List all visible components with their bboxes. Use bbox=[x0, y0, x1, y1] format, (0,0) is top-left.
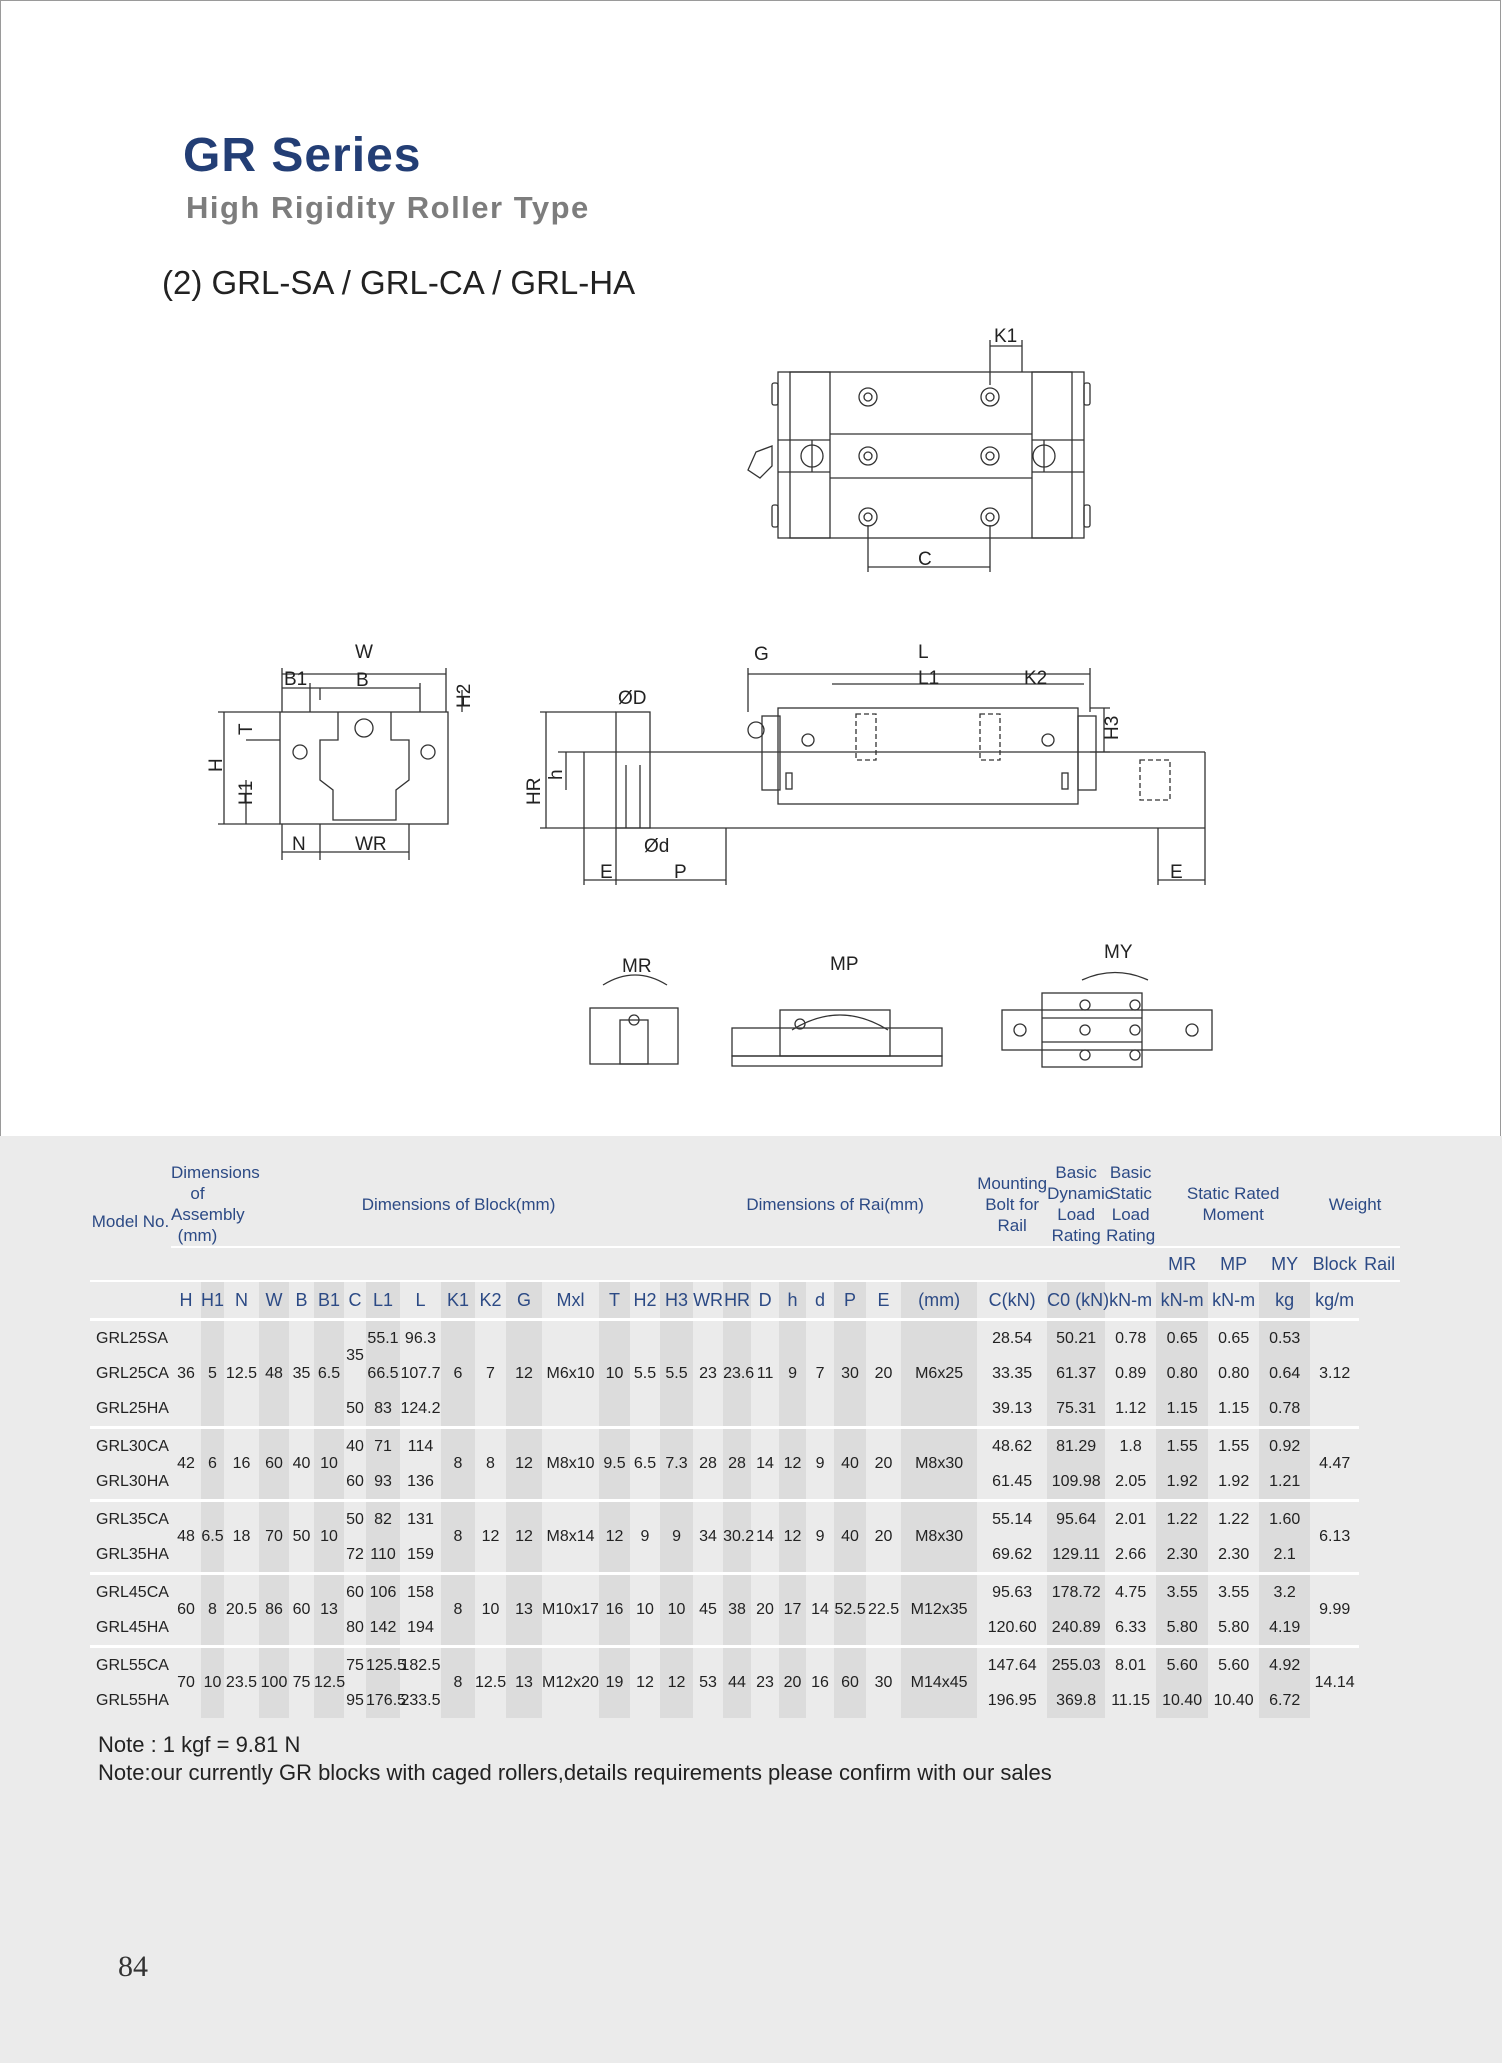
header-rail-weight: Rail bbox=[1359, 1247, 1400, 1281]
header-bolt: Mounting Bolt for Rail bbox=[977, 1162, 1047, 1247]
col-d-small: d bbox=[806, 1281, 834, 1320]
label-h1: H1 bbox=[236, 780, 257, 805]
col-e: E bbox=[866, 1281, 901, 1320]
label-b: B bbox=[356, 670, 369, 691]
label-k1: K1 bbox=[994, 326, 1018, 347]
note-conversion: Note : 1 kgf = 9.81 N bbox=[98, 1732, 301, 1757]
header-my: MY bbox=[1259, 1247, 1310, 1281]
spec-table-body bbox=[90, 1320, 1400, 1428]
table-row: GRL25SA 36 5 12.5 48 35 6.5 35 55.1 96.3 6 7 12 M6x10 10 5.5 5.5 23 23.6 11 9 7 30 20 M6x25 28.54 50.21 0.78 0.65 0.65 0.53 3.12 bbox=[90, 1320, 1400, 1357]
header-block-weight: Block bbox=[1310, 1247, 1359, 1281]
col-c: C bbox=[344, 1281, 366, 1320]
col-mm: (mm) bbox=[901, 1281, 977, 1320]
col-c-kn: C(kN) bbox=[977, 1281, 1047, 1320]
label-mr: MR bbox=[622, 956, 652, 977]
col-wr: WR bbox=[693, 1281, 723, 1320]
label-h3: H3 bbox=[1102, 715, 1123, 740]
section-heading: (2) GRL-SA / GRL-CA / GRL-HA bbox=[162, 264, 636, 301]
col-h1: H1 bbox=[201, 1281, 224, 1320]
col-hr: HR bbox=[723, 1281, 751, 1320]
label-t: T bbox=[236, 723, 257, 735]
table-row: GRL25HA 50 83 124.2 39.13 75.31 1.12 1.15 1.15 0.78 bbox=[90, 1391, 1400, 1428]
series-subtitle: High Rigidity Roller Type bbox=[186, 190, 590, 225]
table-row: GRL45HA 80 142 194 120.60 240.89 6.33 5.80 5.80 4.19 bbox=[90, 1610, 1400, 1647]
header-mp: MP bbox=[1208, 1247, 1259, 1281]
col-b: B bbox=[289, 1281, 314, 1320]
label-k2: K2 bbox=[1024, 668, 1048, 689]
label-my: MY bbox=[1104, 942, 1133, 963]
label-w: W bbox=[355, 642, 373, 663]
header-assembly: Dimensions of Assembly (mm) bbox=[171, 1163, 260, 1245]
label-e: E bbox=[600, 862, 613, 883]
col-h2: H2 bbox=[630, 1281, 660, 1320]
label-mp: MP bbox=[830, 954, 859, 975]
label-wr: WR bbox=[355, 834, 387, 855]
header-static: Basic Static Load Rating bbox=[1106, 1163, 1156, 1245]
table-row: GRL30HA 60 93 136 61.45 109.98 2.05 1.92 1.92 1.21 bbox=[90, 1464, 1400, 1501]
header-block: Dimensions of Block(mm) bbox=[224, 1162, 693, 1247]
spec-table-groups bbox=[90, 1428, 1400, 1719]
table-row: GRL35HA 72 110 159 69.62 129.11 2.66 2.30 2.30 2.1 bbox=[90, 1537, 1400, 1574]
top-view-drawing bbox=[748, 340, 1090, 572]
col-kg: kg bbox=[1259, 1281, 1310, 1320]
header-mr: MR bbox=[1156, 1247, 1208, 1281]
col-mr-unit: kN-m bbox=[1105, 1281, 1156, 1320]
label-hr: HR bbox=[524, 777, 545, 805]
label-b1: B1 bbox=[284, 669, 308, 690]
col-l1: L1 bbox=[366, 1281, 400, 1320]
header-dynamic: Basic Dynamic Load Rating bbox=[1047, 1163, 1114, 1245]
col-kgm: kg/m bbox=[1310, 1281, 1359, 1320]
table-row: GRL25CA 66.5 107.7 33.35 61.37 0.89 0.80 0.80 0.64 bbox=[90, 1356, 1400, 1391]
label-c: C bbox=[918, 549, 932, 570]
moment-diagrams bbox=[590, 973, 1212, 1068]
table-row: GRL35CA 48 6.5 18 70 50 10 50 82 131 8 12 12 M8x14 12 9 9 34 30.2 14 12 9 40 20 M8x30 55.14 95.64 2.01 1.22 1.22 1.60 6.13 bbox=[90, 1501, 1400, 1538]
label-l: L bbox=[918, 642, 929, 663]
col-p: P bbox=[834, 1281, 866, 1320]
label-d-small: Ød bbox=[644, 836, 670, 857]
label-h: H bbox=[206, 758, 227, 772]
table-row: GRL45CA 60 8 20.5 86 60 13 60 106 158 8 10 13 M10x17 16 10 10 45 38 20 17 14 52.5 22.5 M12x35 95.63 178.72 4.75 3.55 3.55 3.2 9.99 bbox=[90, 1574, 1400, 1611]
col-c0-kn: C0 (kN) bbox=[1047, 1281, 1105, 1320]
unit-header-row bbox=[90, 1281, 1400, 1320]
col-g: G bbox=[506, 1281, 542, 1320]
col-k2: K2 bbox=[475, 1281, 506, 1320]
note-caged-rollers: Note:our currently GR blocks with caged rollers,details requirements please confirm with our sales bbox=[98, 1760, 1052, 1785]
col-n: N bbox=[224, 1281, 259, 1320]
label-od: ØD bbox=[618, 688, 647, 709]
series-title: GR Series bbox=[183, 129, 422, 182]
table-row: GRL55HA 95 176.5 233.5 196.95 369.8 11.15 10.40 10.40 6.72 bbox=[90, 1683, 1400, 1718]
col-mxl: Mxl bbox=[542, 1281, 599, 1320]
col-d: D bbox=[751, 1281, 779, 1320]
col-l: L bbox=[400, 1281, 441, 1320]
label-l1: L1 bbox=[918, 668, 940, 689]
spec-table bbox=[90, 1162, 1400, 1718]
table-row: GRL55CA 70 10 23.5 100 75 12.5 75 125.5 182.5 8 12.5 13 M12x20 19 12 12 53 44 23 20 16 60 30 M14x45 147.64 255.03 8.01 5.60 5.60 4.92 14.14 bbox=[90, 1647, 1400, 1684]
col-w: W bbox=[259, 1281, 289, 1320]
col-h-small: h bbox=[779, 1281, 806, 1320]
header-weight: Weight bbox=[1310, 1162, 1400, 1247]
header-rail: Dimensions of Rai(mm) bbox=[693, 1162, 977, 1247]
header-moment: Static Rated Moment bbox=[1156, 1162, 1310, 1247]
header-model: Model No. bbox=[90, 1162, 171, 1281]
label-h2: H2 bbox=[454, 683, 475, 708]
col-h: H bbox=[171, 1281, 201, 1320]
col-k1: K1 bbox=[441, 1281, 475, 1320]
col-my-unit: kN-m bbox=[1208, 1281, 1259, 1320]
front-view-drawing bbox=[218, 668, 462, 860]
col-t: T bbox=[599, 1281, 630, 1320]
label-n: N bbox=[292, 834, 306, 855]
page-number: 84 bbox=[118, 1950, 148, 1983]
label-p: P bbox=[674, 862, 687, 883]
label-e2: E bbox=[1170, 862, 1183, 883]
col-b1: B1 bbox=[314, 1281, 344, 1320]
col-mp-unit: kN-m bbox=[1156, 1281, 1208, 1320]
table-row: GRL30CA 42 6 16 60 40 10 40 71 114 8 8 12 M8x10 9.5 6.5 7.3 28 28 14 12 9 40 20 M8x30 48.62 81.29 1.8 1.55 1.55 0.92 4.47 bbox=[90, 1428, 1400, 1465]
col-h3: H3 bbox=[660, 1281, 693, 1320]
label-g: G bbox=[754, 644, 769, 665]
label-h-small: h bbox=[546, 769, 567, 780]
